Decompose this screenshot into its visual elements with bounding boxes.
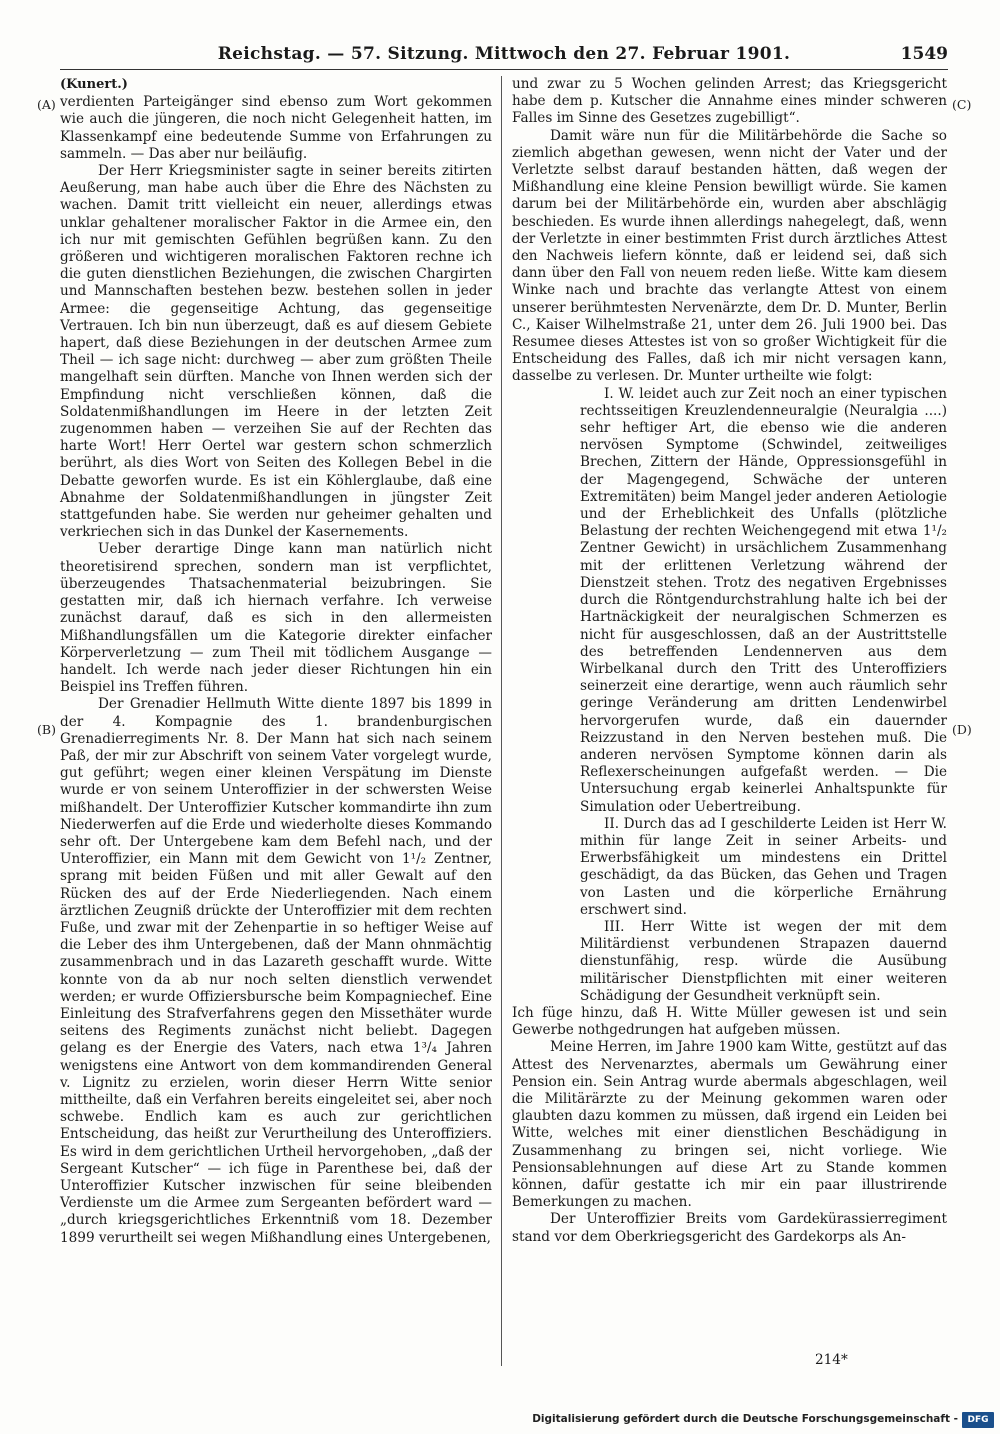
margin-mark-c: (C) — [952, 97, 972, 112]
header-rule — [60, 69, 948, 70]
paragraph: Der Unteroffizier Breits vom Gardekürassierregiment stand vor dem Oberkriegsgericht des Gardekorps als An- — [512, 1211, 947, 1245]
speaker-name: (Kunert.) — [60, 77, 128, 92]
quote-item: I. W. leidet auch zur Zeit noch an einer typischen rechtsseitigen Kreuzlendenneuralgie (Neuralgia ....) sehr heftiger Art, die ebenso wie die anderen nervösen Symptome (Schwindel, zeitweiliges Brechen, Zittern der Hände, Oppressionsgefühl in der Magengegend, Schwäche der unteren Extremitäten) beim Mangel jeder anderen Aetiologie und der Erheblichkeit des Unfalls (plötzliche Belastung der rechten Weichengegend mit etwa 1¹/₂ Zentner Gewicht) in ursächlichem Zusammenhang mit der erlittenen Verletzung während der Dienstzeit stehen. Trotz des negativen Ergebnisses durch die Röntgendurchstrahlung halte ich bei der Hartnäckigkeit der neuralgischen Schmerzen es nicht für ausgeschlossen, daß an der Austrittstelle des betreffenden Lendennerven aus dem Wirbelkanal durch den Tritt des Unteroffiziers seinerzeit eine derartige, wenn auch räumlich sehr geringe Veränderung am dritten Lendenwirbel hervorgerufen wurde, daß ein dauernder Reizzustand in den Nerven bestehen muß. Die anderen nervösen Symptome können darin als Reflexerscheinungen aufgefaßt werden. — Die Untersuchung ergab keinerlei Anhaltspunkte für Simulation oder Uebertreibung. — [580, 385, 947, 815]
paragraph: Meine Herren, im Jahre 1900 kam Witte, gestützt auf das Attest des Nervenarztes, abermals um Gewährung einer Pension ein. Sein Antrag wurde abermals abgeschlagen, weil die Militärärzte zu der Meinung gekommen waren oder glaubten dazu kommen zu müssen, daß irgend ein Leiden bei Witte, welches mit einer dienstlichen Beschädigung in Zusammenhang zu bringen sei, nicht vorliege. Wie Pensionsablehnungen auf diese Art zu Stande kommen können, dafür gestatte ich mir ein paar illustrirende Bemerkungen zu machen. — [512, 1039, 948, 1211]
paragraph: Der Herr Kriegsminister sagte in seiner bereits zitirten Aeußerung, man habe auch über die Ehre des Nächsten zu wachen. Damit tritt vielleicht ein neuer, allerdings etwas unklar gehaltener moralischer Faktor in die Armee ein, den ich nur mit gemischten Gefühlen begrüßen kann. Zu den größeren und wichtigeren moralischen Faktoren rechne ich die guten dienstlichen Beziehungen, die zwischen Chargirten und Mannschaften bestehen bezw. bestehen sollen in jeder Armee: die gegenseitige Achtung, das gegenseitige Vertrauen. Ich bin nun überzeugt, daß es auf diesem Gebiete hapert, daß diese Beziehungen in der deutschen Armee zum Theil — ich sage nicht: durchweg — aber zum größten Theile mangelhaft sein dürften. Manche von Ihnen werden sich der Empfindung nicht verschließen können, daß die Soldatenmißhandlungen im Heere in der letzten Zeit zugenommen haben — verzeihen Sie auf der Rechten das harte Wort! Herr Oertel war gestern schon schmerzlich berührt, als dies Wort von Seiten des Kollegen Bebel in die Debatte geworfen wurde. Es ist ein Köhlerglaube, daß eine Abnahme der Soldatenmißhandlungen in jüngster Zeit stattgefunden habe. Sie werden nur geheimer gehalten und verkriechen sich in das Dunkel der Kasernements. — [60, 163, 492, 541]
header-title: Reichstag. — 57. Sitzung. Mittwoch den 27. Februar 1901. — [217, 44, 791, 64]
attest-quote — [512, 386, 947, 1005]
left-column — [60, 76, 492, 1247]
page-header — [60, 44, 948, 70]
paragraph: Ueber derartige Dinge kann man natürlich nicht theoretisirend sprechen, sondern man ist verpflichtet, überzeugendes Thatsachenmaterial beizubringen. Sie gestatten mir, daß ich hiernach verfahre. Ich verweise zunächst darauf, daß es sich in den allermeisten Mißhandlungsfällen um die Kategorie direkter einfacher Körperverletzung — zum Theil mit tödlichem Ausgange — handelt. Ich werde nach jeder dieser Richtungen hin ein Beispiel ins Treffen führen. — [60, 541, 492, 696]
paragraph: Damit wäre nun für die Militärbehörde die Sache so ziemlich abgethan gewesen, wenn nicht der Vater und der Verletzte selbst darauf bestanden hätten, daß wegen der Mißhandlung eine kleine Pension bewilligt würde. Sie kamen darum bei der Militärbehörde ein, wurden aber abschlägig beschieden. Es wurde ihnen allerdings nahegelegt, daß, wenn der Verletzte in einer bestimmten Frist durch ärztliches Attest den Nachweis liefern könnte, daß er leidend sei, daß sich dann über den Fall von neuem reden ließe. Witte kam diesem Winke nach und brachte das verlangte Attest von einem unserer berühmtesten Nervenärzte, dem Dr. D. Munter, Berlin C., Kaiser Wilhelmstraße 21, unter dem 26. Juli 1900 bei. Das Resumee dieses Attestes ist von so großer Wichtigkeit für die Entscheidung des Falles, daß ich mir nicht versagen kann, dasselbe zu verlesen. Dr. Munter urtheilte wie folgt: — [512, 127, 947, 385]
paragraph: Der Grenadier Hellmuth Witte diente 1897 bis 1899 in der 4. Kompagnie des 1. brandenburgischen Grenadierregiments Nr. 8. Der Mann hat sich nach seinem Paß, der mir zur Abschrift von seinem Vater vorgelegt wurde, gut geführt; wegen einer kleinen Verspätung im Dienste wurde er von seinem Unteroffizier in der schwersten Weise mißhandelt. Der Unteroffizier Kutscher kommandirte ihn zum Niederwerfen auf die Erde und wiederholte dieses Kommando sehr oft. Der Untergebene kam dem Befehl nach, und der Unteroffizier, ein Mann mit dem Gewicht von 1¹/₂ Zentner, sprang mit beiden Füßen und mit aller Gewalt auf den Rücken des auf der Erde Niederliegenden. Nach einem ärztlichen Zeugniß drückte der Unteroffizier mit dem rechten Fuße, und zwar mit der Zehenpartie in so heftiger Weise auf die Leber des ihm Untergebenen, daß der Mann ohnmächtig zusammenbrach und in das Lazareth geschafft wurde. Witte konnte von da ab nur noch selten dienstlich verwendet werden; er wurde Offiziersbursche beim Kompagniechef. Eine Einleitung des Strafverfahrens gegen den Missethäter wurde seitens des Regiments zunächst nicht beliebt. Dagegen gelang es der Energie des Vaters, nach etwa 1³/₄ Jahren wenigstens eine Antwort von dem kommandirenden General v. Lignitz zu erzielen, worin dieser Herrn Witte senior mittheilte, daß ein Verfahren bereits eingeleitet sei, aber noch schwebe. Endlich kam es auch zur gerichtlichen Entscheidung, das heißt zur Verurtheilung des Unteroffiziers. Es wird in dem gerichtlichen Urtheil hervorgehoben, „daß der Sergeant Kutscher“ — ich füge in Parenthese bei, daß der Unteroffizier Kutscher inzwischen für seine bleibenden Verdienste um die Armee zum Sergeanten befördert ward — „durch kriegsgerichtliches Erkenntniß vom 18. Dezember 1899 verurtheilt sei wegen Mißhandlung eines Untergebenen, — [60, 696, 492, 1246]
page-number: 1549 — [900, 44, 948, 64]
quote-item: III. Herr Witte ist wegen der mit dem Militärdienst verbundenen Strapazen dauernd dienstunfähig, resp. würde die Ausübung militärischer Dienstpflichten mit einer weiteren Schädigung der Gesundheit verknüpft sein. — [580, 918, 947, 1004]
footer-credit: Digitalisierung gefördert durch die Deutsche Forschungsgemeinschaft - — [532, 1413, 958, 1425]
sheet-signature: 214* — [815, 1352, 848, 1368]
right-column — [512, 76, 947, 1246]
margin-mark-a: (A) — [37, 97, 56, 112]
paragraph: Ich füge hinzu, daß H. Witte Müller gewesen ist und sein Gewerbe nothgedrungen hat aufgeben müssen. — [512, 1004, 947, 1039]
dfg-logo: DFG — [962, 1412, 994, 1428]
paragraph: und zwar zu 5 Wochen gelinden Arrest; das Kriegsgericht habe dem p. Kutscher die Annahme eines minder schweren Falles im Sinne des Gesetzes zugebilligt“. — [512, 76, 947, 127]
margin-mark-b: (B) — [37, 722, 56, 737]
margin-mark-d: (D) — [952, 722, 972, 737]
column-divider — [501, 76, 502, 1366]
quote-item: II. Durch das ad I geschilderte Leiden ist Herr W. mithin für lange Zeit in seiner Arbeits- und Erwerbsfähigkeit um mindestens ein Drittel geschädigt, da das Bücken, das Gehen und Tragen von Lasten und die körperliche Ernährung erschwert sind. — [580, 815, 947, 918]
paragraph: verdienten Parteigänger sind ebenso zum Wort gekommen wie auch die jüngeren, die noch nicht Gelegenheit hatten, im Klassenkampf eine bedeutende Summe von Erfahrungen zu sammeln. — Das aber nur beiläufig. — [60, 94, 492, 162]
footer — [0, 1412, 1000, 1432]
